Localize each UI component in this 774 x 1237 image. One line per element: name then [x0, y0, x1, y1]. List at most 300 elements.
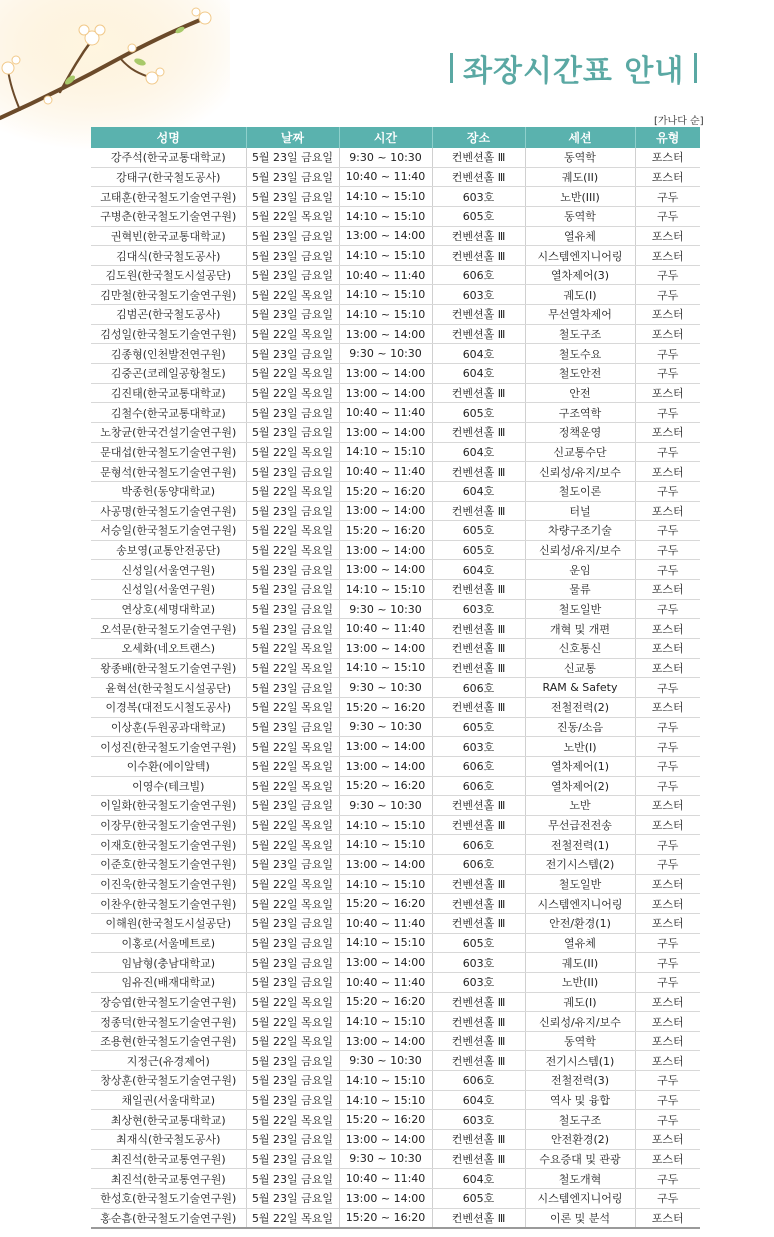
cell-name: 최재식(한국철도공사)	[91, 1130, 246, 1150]
cell-session: 이론 및 분석	[525, 1208, 635, 1228]
cell-venue: 606호	[432, 265, 525, 285]
cell-type: 구두	[635, 1110, 700, 1130]
cell-time: 13:00 ~ 14:00	[339, 324, 432, 344]
cell-time: 15:20 ~ 16:20	[339, 894, 432, 914]
cell-session: 전기시스템(1)	[525, 1051, 635, 1071]
cell-name: 신성일(서울연구원)	[91, 560, 246, 580]
column-header-venue: 장소	[432, 127, 525, 148]
cell-venue: 606호	[432, 855, 525, 875]
cell-session: 노반(II)	[525, 972, 635, 992]
cell-date: 5월 22일 목요일	[246, 481, 339, 501]
cell-date: 5월 22일 목요일	[246, 1110, 339, 1130]
cell-time: 15:20 ~ 16:20	[339, 1110, 432, 1130]
table-row	[91, 658, 700, 678]
cell-venue: 603호	[432, 953, 525, 973]
cell-date: 5월 23일 금요일	[246, 953, 339, 973]
table-row	[91, 246, 700, 266]
cell-time: 14:10 ~ 15:10	[339, 1012, 432, 1032]
cell-time: 15:20 ~ 16:20	[339, 697, 432, 717]
cell-name: 윤혁선(한국철도시설공단)	[91, 678, 246, 698]
cell-venue: 604호	[432, 560, 525, 580]
cell-name: 정종덕(한국철도기술연구원)	[91, 1012, 246, 1032]
title-bar-left	[450, 53, 453, 83]
cell-name: 이해원(한국철도시설공단)	[91, 913, 246, 933]
cell-venue: 컨벤션홀 Ⅲ	[432, 1130, 525, 1150]
cell-session: 터널	[525, 501, 635, 521]
cell-venue: 컨벤션홀 Ⅲ	[432, 305, 525, 325]
cell-venue: 컨벤션홀 Ⅲ	[432, 874, 525, 894]
cell-name: 연상호(세명대학교)	[91, 599, 246, 619]
cell-session: 궤도(II)	[525, 953, 635, 973]
cell-type: 구두	[635, 285, 700, 305]
cell-type: 포스터	[635, 894, 700, 914]
cell-date: 5월 22일 목요일	[246, 874, 339, 894]
cell-name: 임유진(배재대학교)	[91, 972, 246, 992]
cell-type: 구두	[635, 1071, 700, 1091]
cell-name: 오석문(한국철도기술연구원)	[91, 619, 246, 639]
table-row	[91, 913, 700, 933]
cell-type: 포스터	[635, 462, 700, 482]
table-header-row	[91, 127, 700, 148]
cell-name: 구병춘(한국철도기술연구원)	[91, 206, 246, 226]
cell-time: 9:30 ~ 10:30	[339, 344, 432, 364]
schedule-table	[91, 127, 700, 1229]
cell-venue: 컨벤션홀 Ⅲ	[432, 894, 525, 914]
cell-session: 신뢰성/유지/보수	[525, 1012, 635, 1032]
cell-session: 철도일반	[525, 599, 635, 619]
sort-note: [가나다 순]	[654, 116, 704, 127]
cell-date: 5월 22일 목요일	[246, 894, 339, 914]
cell-type: 구두	[635, 678, 700, 698]
cell-name: 임남형(충남대학교)	[91, 953, 246, 973]
cell-session: RAM & Safety	[525, 678, 635, 698]
cell-time: 14:10 ~ 15:10	[339, 815, 432, 835]
cell-venue: 컨벤션홀 Ⅲ	[432, 1012, 525, 1032]
cell-type: 구두	[635, 972, 700, 992]
cell-type: 포스터	[635, 167, 700, 187]
cell-name: 한성호(한국철도기술연구원)	[91, 1188, 246, 1208]
table-row	[91, 560, 700, 580]
cell-time: 13:00 ~ 14:00	[339, 422, 432, 442]
cell-type: 구두	[635, 737, 700, 757]
cell-date: 5월 22일 목요일	[246, 1012, 339, 1032]
cell-name: 이영수(테크빌)	[91, 776, 246, 796]
cell-name: 이경복(대전도시철도공사)	[91, 697, 246, 717]
cell-venue: 컨벤션홀 Ⅲ	[432, 383, 525, 403]
table-row	[91, 756, 700, 776]
table-row	[91, 678, 700, 698]
cell-session: 궤도(I)	[525, 285, 635, 305]
cell-time: 13:00 ~ 14:00	[339, 540, 432, 560]
cell-type: 포스터	[635, 422, 700, 442]
cell-time: 13:00 ~ 14:00	[339, 560, 432, 580]
column-header-time: 시간	[339, 127, 432, 148]
cell-date: 5월 22일 목요일	[246, 835, 339, 855]
table-row	[91, 717, 700, 737]
cell-venue: 컨벤션홀 Ⅲ	[432, 1051, 525, 1071]
cell-type: 포스터	[635, 697, 700, 717]
table-row	[91, 1149, 700, 1169]
cell-session: 수요증대 및 관광	[525, 1149, 635, 1169]
table-row	[91, 835, 700, 855]
cell-name: 사공명(한국철도기술연구원)	[91, 501, 246, 521]
cell-name: 김성일(한국철도기술연구원)	[91, 324, 246, 344]
cell-date: 5월 23일 금요일	[246, 933, 339, 953]
cell-venue: 컨벤션홀 Ⅲ	[432, 501, 525, 521]
table-row	[91, 1169, 700, 1189]
cell-time: 13:00 ~ 14:00	[339, 855, 432, 875]
cell-session: 열차제어(1)	[525, 756, 635, 776]
cell-type: 포스터	[635, 1208, 700, 1228]
column-header-type: 유형	[635, 127, 700, 148]
cell-time: 15:20 ~ 16:20	[339, 776, 432, 796]
cell-time: 10:40 ~ 11:40	[339, 403, 432, 423]
table-row	[91, 992, 700, 1012]
table-row	[91, 442, 700, 462]
cell-venue: 606호	[432, 835, 525, 855]
cell-session: 구조역학	[525, 403, 635, 423]
cell-name: 강태구(한국철도공사)	[91, 167, 246, 187]
cell-venue: 603호	[432, 737, 525, 757]
cell-type: 구두	[635, 187, 700, 207]
table-row	[91, 1031, 700, 1051]
cell-session: 신뢰성/유지/보수	[525, 462, 635, 482]
cell-venue: 컨벤션홀 Ⅲ	[432, 324, 525, 344]
cell-time: 13:00 ~ 14:00	[339, 364, 432, 384]
cell-name: 이준호(한국철도기술연구원)	[91, 855, 246, 875]
cell-type: 포스터	[635, 580, 700, 600]
table-row	[91, 1208, 700, 1228]
cell-type: 구두	[635, 756, 700, 776]
cell-venue: 603호	[432, 285, 525, 305]
cell-date: 5월 22일 목요일	[246, 992, 339, 1012]
cell-type: 구두	[635, 521, 700, 541]
cell-type: 포스터	[635, 246, 700, 266]
table-row	[91, 383, 700, 403]
cell-session: 철도개혁	[525, 1169, 635, 1189]
cell-time: 9:30 ~ 10:30	[339, 796, 432, 816]
cell-time: 9:30 ~ 10:30	[339, 678, 432, 698]
cell-session: 시스템엔지니어링	[525, 894, 635, 914]
cell-type: 포스터	[635, 324, 700, 344]
cell-type: 구두	[635, 560, 700, 580]
cell-name: 채일권(서울대학교)	[91, 1090, 246, 1110]
cell-type: 구두	[635, 835, 700, 855]
cell-name: 최상현(한국교통대학교)	[91, 1110, 246, 1130]
cell-type: 구두	[635, 403, 700, 423]
table-row	[91, 639, 700, 659]
cell-time: 9:30 ~ 10:30	[339, 1051, 432, 1071]
cell-date: 5월 22일 목요일	[246, 383, 339, 403]
cell-time: 13:00 ~ 14:00	[339, 737, 432, 757]
cell-session: 철도구조	[525, 324, 635, 344]
cell-session: 시스템엔지니어링	[525, 1188, 635, 1208]
cell-type: 포스터	[635, 148, 700, 167]
cell-date: 5월 23일 금요일	[246, 717, 339, 737]
cell-date: 5월 23일 금요일	[246, 1169, 339, 1189]
cell-type: 구두	[635, 206, 700, 226]
cell-session: 철도일반	[525, 874, 635, 894]
cell-time: 10:40 ~ 11:40	[339, 972, 432, 992]
cell-type: 구두	[635, 1090, 700, 1110]
table-row	[91, 1130, 700, 1150]
cell-name: 고태훈(한국철도기술연구원)	[91, 187, 246, 207]
table-row	[91, 462, 700, 482]
cell-name: 문형석(한국철도기술연구원)	[91, 462, 246, 482]
table-row	[91, 796, 700, 816]
cell-time: 14:10 ~ 15:10	[339, 187, 432, 207]
cell-venue: 605호	[432, 540, 525, 560]
cell-date: 5월 23일 금요일	[246, 1188, 339, 1208]
cell-date: 5월 23일 금요일	[246, 678, 339, 698]
cell-name: 이재호(한국철도기술연구원)	[91, 835, 246, 855]
cell-name: 권혁빈(한국교통대학교)	[91, 226, 246, 246]
cell-time: 14:10 ~ 15:10	[339, 246, 432, 266]
cell-time: 13:00 ~ 14:00	[339, 1031, 432, 1051]
table-row	[91, 206, 700, 226]
cell-date: 5월 23일 금요일	[246, 1051, 339, 1071]
cell-date: 5월 23일 금요일	[246, 972, 339, 992]
cell-time: 13:00 ~ 14:00	[339, 1188, 432, 1208]
cell-date: 5월 23일 금요일	[246, 560, 339, 580]
cell-type: 구두	[635, 540, 700, 560]
cell-type: 포스터	[635, 619, 700, 639]
cell-type: 포스터	[635, 305, 700, 325]
cell-date: 5월 23일 금요일	[246, 148, 339, 167]
cell-venue: 606호	[432, 1071, 525, 1091]
cell-session: 차량구조기술	[525, 521, 635, 541]
cell-date: 5월 23일 금요일	[246, 1090, 339, 1110]
cell-time: 10:40 ~ 11:40	[339, 167, 432, 187]
cell-venue: 컨벤션홀 Ⅲ	[432, 913, 525, 933]
cell-type: 포스터	[635, 796, 700, 816]
cell-type: 구두	[635, 776, 700, 796]
cell-date: 5월 23일 금요일	[246, 422, 339, 442]
cell-venue: 605호	[432, 1188, 525, 1208]
cell-session: 노반	[525, 796, 635, 816]
cell-name: 서승일(한국철도기술연구원)	[91, 521, 246, 541]
cell-name: 이수환(에이알텍)	[91, 756, 246, 776]
cell-time: 10:40 ~ 11:40	[339, 462, 432, 482]
table-row	[91, 540, 700, 560]
cell-session: 궤도(I)	[525, 992, 635, 1012]
table-row	[91, 737, 700, 757]
page-title-text: 좌장시간표 안내	[463, 54, 685, 89]
page-title	[440, 46, 707, 90]
cell-venue: 컨벤션홀 Ⅲ	[432, 148, 525, 167]
cell-type: 포스터	[635, 815, 700, 835]
cell-date: 5월 22일 목요일	[246, 1031, 339, 1051]
cell-session: 운임	[525, 560, 635, 580]
table-row	[91, 874, 700, 894]
cell-date: 5월 23일 금요일	[246, 246, 339, 266]
cell-session: 전철전력(3)	[525, 1071, 635, 1091]
cell-name: 최진석(한국교통연구원)	[91, 1169, 246, 1189]
cell-session: 무선급전전송	[525, 815, 635, 835]
cell-session: 신교통수단	[525, 442, 635, 462]
cell-type: 구두	[635, 364, 700, 384]
cell-session: 신호통신	[525, 639, 635, 659]
cell-venue: 컨벤션홀 Ⅲ	[432, 580, 525, 600]
cell-session: 열유체	[525, 226, 635, 246]
cell-type: 포스터	[635, 383, 700, 403]
table-row	[91, 422, 700, 442]
cell-session: 개혁 및 개편	[525, 619, 635, 639]
cell-session: 열차제어(3)	[525, 265, 635, 285]
table-row	[91, 580, 700, 600]
cell-time: 10:40 ~ 11:40	[339, 619, 432, 639]
cell-venue: 컨벤션홀 Ⅲ	[432, 226, 525, 246]
cell-name: 홍순흠(한국철도기술연구원)	[91, 1208, 246, 1228]
cell-name: 문대섭(한국철도기술연구원)	[91, 442, 246, 462]
cell-venue: 605호	[432, 933, 525, 953]
cell-type: 구두	[635, 599, 700, 619]
cell-session: 안전	[525, 383, 635, 403]
table-row	[91, 1090, 700, 1110]
table-row	[91, 933, 700, 953]
table-row	[91, 521, 700, 541]
cell-venue: 컨벤션홀 Ⅲ	[432, 815, 525, 835]
cell-session: 노반(I)	[525, 737, 635, 757]
cell-time: 15:20 ~ 16:20	[339, 992, 432, 1012]
cell-time: 9:30 ~ 10:30	[339, 599, 432, 619]
table-row	[91, 148, 700, 167]
cell-type: 구두	[635, 953, 700, 973]
cell-name: 이일화(한국철도기술연구원)	[91, 796, 246, 816]
cell-time: 10:40 ~ 11:40	[339, 913, 432, 933]
cell-time: 10:40 ~ 11:40	[339, 1169, 432, 1189]
cell-session: 철도수요	[525, 344, 635, 364]
table-row	[91, 894, 700, 914]
cell-session: 신뢰성/유지/보수	[525, 540, 635, 560]
cell-type: 포스터	[635, 501, 700, 521]
table-row	[91, 776, 700, 796]
cell-date: 5월 22일 목요일	[246, 364, 339, 384]
table-row	[91, 953, 700, 973]
cell-session: 동역학	[525, 206, 635, 226]
cell-venue: 604호	[432, 344, 525, 364]
cell-time: 14:10 ~ 15:10	[339, 874, 432, 894]
cell-venue: 컨벤션홀 Ⅲ	[432, 1031, 525, 1051]
cell-time: 15:20 ~ 16:20	[339, 481, 432, 501]
cell-date: 5월 23일 금요일	[246, 1071, 339, 1091]
cell-time: 10:40 ~ 11:40	[339, 265, 432, 285]
cell-name: 이진욱(한국철도기술연구원)	[91, 874, 246, 894]
cell-date: 5월 23일 금요일	[246, 265, 339, 285]
cell-type: 포스터	[635, 658, 700, 678]
cell-venue: 컨벤션홀 Ⅲ	[432, 619, 525, 639]
table-row	[91, 1188, 700, 1208]
column-header-name: 성명	[91, 127, 246, 148]
cell-venue: 603호	[432, 187, 525, 207]
cell-venue: 컨벤션홀 Ⅲ	[432, 422, 525, 442]
table-row	[91, 697, 700, 717]
table-row	[91, 815, 700, 835]
cell-time: 14:10 ~ 15:10	[339, 285, 432, 305]
cell-session: 열유체	[525, 933, 635, 953]
cell-session: 동역학	[525, 1031, 635, 1051]
cell-date: 5월 23일 금요일	[246, 619, 339, 639]
cell-type: 구두	[635, 344, 700, 364]
cell-date: 5월 22일 목요일	[246, 697, 339, 717]
cell-type: 구두	[635, 265, 700, 285]
table-body	[91, 148, 700, 1228]
cell-type: 포스터	[635, 639, 700, 659]
cell-name: 김중곤(코레일공항철도)	[91, 364, 246, 384]
cell-date: 5월 23일 금요일	[246, 1149, 339, 1169]
cell-type: 구두	[635, 1169, 700, 1189]
cell-name: 이장무(한국철도기술연구원)	[91, 815, 246, 835]
cell-date: 5월 23일 금요일	[246, 403, 339, 423]
cell-date: 5월 23일 금요일	[246, 796, 339, 816]
cell-date: 5월 22일 목요일	[246, 639, 339, 659]
cell-type: 포스터	[635, 874, 700, 894]
cell-time: 14:10 ~ 15:10	[339, 442, 432, 462]
cell-venue: 컨벤션홀 Ⅲ	[432, 658, 525, 678]
cell-date: 5월 23일 금요일	[246, 462, 339, 482]
cell-time: 9:30 ~ 10:30	[339, 148, 432, 167]
cell-session: 철도구조	[525, 1110, 635, 1130]
table-row	[91, 305, 700, 325]
cell-session: 전철전력(2)	[525, 697, 635, 717]
table-row	[91, 265, 700, 285]
table-row	[91, 972, 700, 992]
cell-time: 15:20 ~ 16:20	[339, 1208, 432, 1228]
cell-name: 박종헌(동양대학교)	[91, 481, 246, 501]
cell-time: 13:00 ~ 14:00	[339, 953, 432, 973]
cell-time: 14:10 ~ 15:10	[339, 1071, 432, 1091]
cell-venue: 605호	[432, 206, 525, 226]
cell-date: 5월 23일 금요일	[246, 1130, 339, 1150]
cell-date: 5월 22일 목요일	[246, 756, 339, 776]
cell-venue: 606호	[432, 756, 525, 776]
cell-date: 5월 22일 목요일	[246, 776, 339, 796]
cell-session: 철도이론	[525, 481, 635, 501]
cell-session: 물류	[525, 580, 635, 600]
cell-date: 5월 22일 목요일	[246, 658, 339, 678]
table-row	[91, 324, 700, 344]
table-row	[91, 226, 700, 246]
cell-time: 14:10 ~ 15:10	[339, 206, 432, 226]
cell-venue: 604호	[432, 1090, 525, 1110]
cell-name: 김철수(한국교통대학교)	[91, 403, 246, 423]
cell-name: 김범곤(한국철도공사)	[91, 305, 246, 325]
cell-session: 노반(III)	[525, 187, 635, 207]
table-row	[91, 501, 700, 521]
cell-name: 창상훈(한국철도기술연구원)	[91, 1071, 246, 1091]
cell-type: 포스터	[635, 992, 700, 1012]
cell-type: 포스터	[635, 226, 700, 246]
cell-venue: 604호	[432, 364, 525, 384]
table-row	[91, 619, 700, 639]
cell-venue: 605호	[432, 521, 525, 541]
cell-date: 5월 22일 목요일	[246, 815, 339, 835]
cell-session: 진동/소음	[525, 717, 635, 737]
cell-type: 포스터	[635, 1012, 700, 1032]
cell-session: 안전환경(2)	[525, 1130, 635, 1150]
cell-venue: 603호	[432, 972, 525, 992]
cell-time: 13:00 ~ 14:00	[339, 1130, 432, 1150]
cell-date: 5월 22일 목요일	[246, 1208, 339, 1228]
cell-name: 오세화(네오트랜스)	[91, 639, 246, 659]
cell-name: 송보영(교통안전공단)	[91, 540, 246, 560]
cell-date: 5월 23일 금요일	[246, 344, 339, 364]
cell-venue: 605호	[432, 717, 525, 737]
cell-venue: 컨벤션홀 Ⅲ	[432, 796, 525, 816]
cell-type: 구두	[635, 855, 700, 875]
cell-date: 5월 23일 금요일	[246, 167, 339, 187]
cell-session: 철도안전	[525, 364, 635, 384]
